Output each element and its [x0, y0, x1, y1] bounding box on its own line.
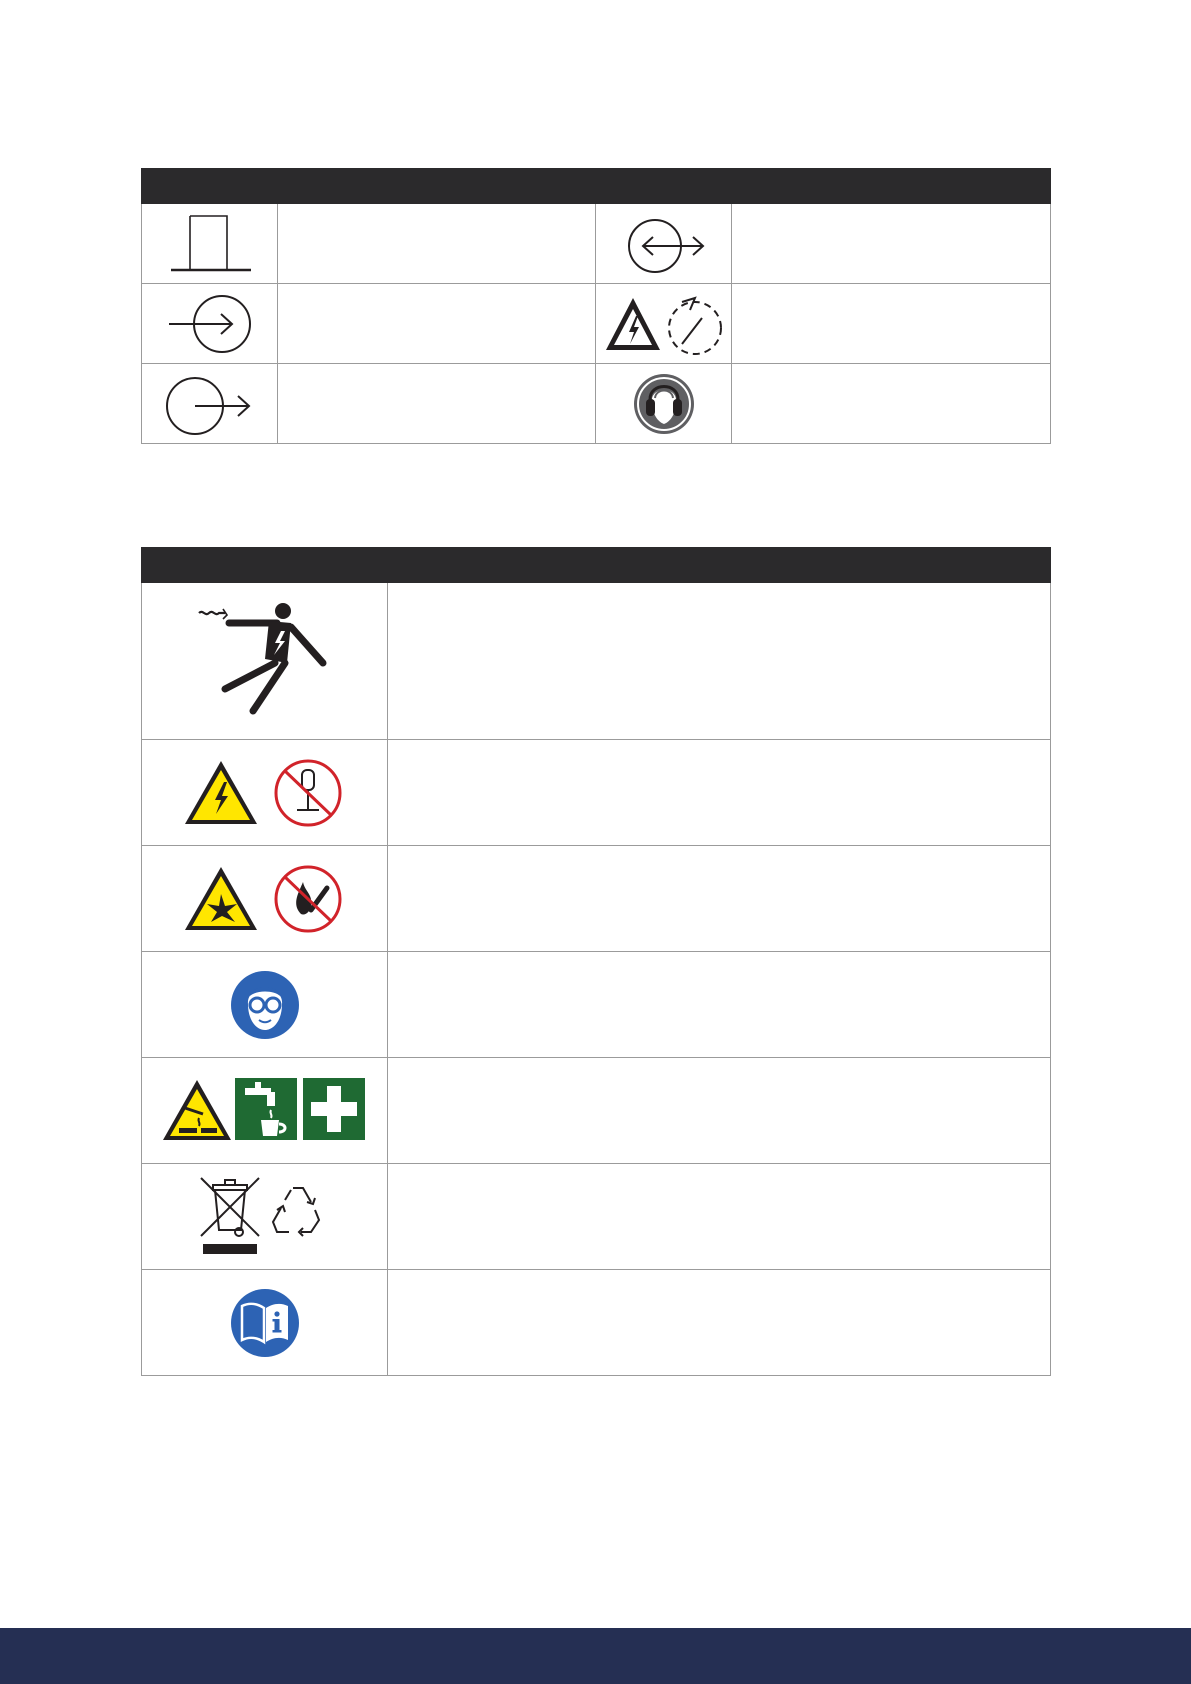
warning-description-cell: [388, 846, 1051, 952]
eye-wash-icon: [235, 1078, 297, 1140]
table-row: [142, 284, 1051, 364]
symbols-table-header: [142, 169, 1051, 204]
ear-protection-icon: [632, 372, 696, 436]
symbol-cell: [142, 364, 278, 444]
warning-icon-cell: [142, 740, 388, 846]
wear-goggles-icon: [230, 970, 300, 1040]
description-cell: [278, 364, 596, 444]
warning-icons-pair: [185, 758, 345, 828]
warnings-table-header: [142, 548, 1051, 583]
warnings-table: [141, 547, 1051, 1376]
header-cell: [388, 548, 1051, 583]
read-manual-icon: [230, 1288, 300, 1358]
warning-icon-cell: [142, 952, 388, 1058]
first-aid-icon: [303, 1078, 365, 1140]
warning-description-cell: [388, 1164, 1051, 1270]
weee-crossed-bin-icon: [201, 1178, 259, 1254]
header-cell: [596, 169, 732, 204]
warning-icon-cell: [142, 846, 388, 952]
recycle-icon: [273, 1188, 319, 1236]
electric-shock-person-icon: [195, 601, 335, 721]
header-cell: [142, 169, 278, 204]
ground-terminal-icon: [165, 212, 255, 276]
symbol-cell: [596, 284, 732, 364]
no-screwdriver-icon: [276, 761, 340, 825]
warning-icon-cell: [142, 583, 388, 740]
output-circle-arrow-icon: [165, 372, 255, 436]
description-cell: [732, 284, 1051, 364]
warning-description-cell: [388, 583, 1051, 740]
symbol-cell: [142, 284, 278, 364]
electric-hazard-rotation-icon: [602, 292, 726, 356]
input-circle-arrow-icon: [165, 292, 255, 356]
warning-icon-cell: [142, 1270, 388, 1376]
disposal-icons-pair: [195, 1174, 335, 1260]
bidirectional-circle-arrow-icon: [619, 212, 709, 276]
table-row: [142, 1164, 1051, 1270]
table-row: [142, 846, 1051, 952]
no-open-flame-icon: [276, 867, 340, 931]
warning-description-cell: [388, 952, 1051, 1058]
corrosive-warning-icon: [163, 1080, 231, 1140]
table-row: [142, 740, 1051, 846]
high-voltage-warning-icon: [185, 761, 257, 824]
table-row: [142, 1270, 1051, 1376]
warning-description-cell: [388, 1058, 1051, 1164]
header-cell: [278, 169, 596, 204]
warning-description-cell: [388, 740, 1051, 846]
table-row: [142, 204, 1051, 284]
warning-description-cell: [388, 1270, 1051, 1376]
header-cell: [142, 548, 388, 583]
description-cell: [278, 284, 596, 364]
warning-icon-cell: [142, 1164, 388, 1270]
table-row: [142, 952, 1051, 1058]
symbols-table: [141, 168, 1051, 444]
warning-icons-group: [163, 1078, 367, 1144]
symbol-cell: [596, 364, 732, 444]
symbol-cell: [596, 204, 732, 284]
warning-icons-pair: [185, 864, 345, 934]
header-cell: [732, 169, 1051, 204]
table-row: [142, 583, 1051, 740]
explosion-warning-icon: [185, 867, 257, 930]
footer-band: [0, 1628, 1191, 1684]
description-cell: [732, 204, 1051, 284]
symbol-cell: [142, 204, 278, 284]
description-cell: [732, 364, 1051, 444]
description-cell: [278, 204, 596, 284]
table-row: [142, 364, 1051, 444]
table-row: [142, 1058, 1051, 1164]
warning-icon-cell: [142, 1058, 388, 1164]
